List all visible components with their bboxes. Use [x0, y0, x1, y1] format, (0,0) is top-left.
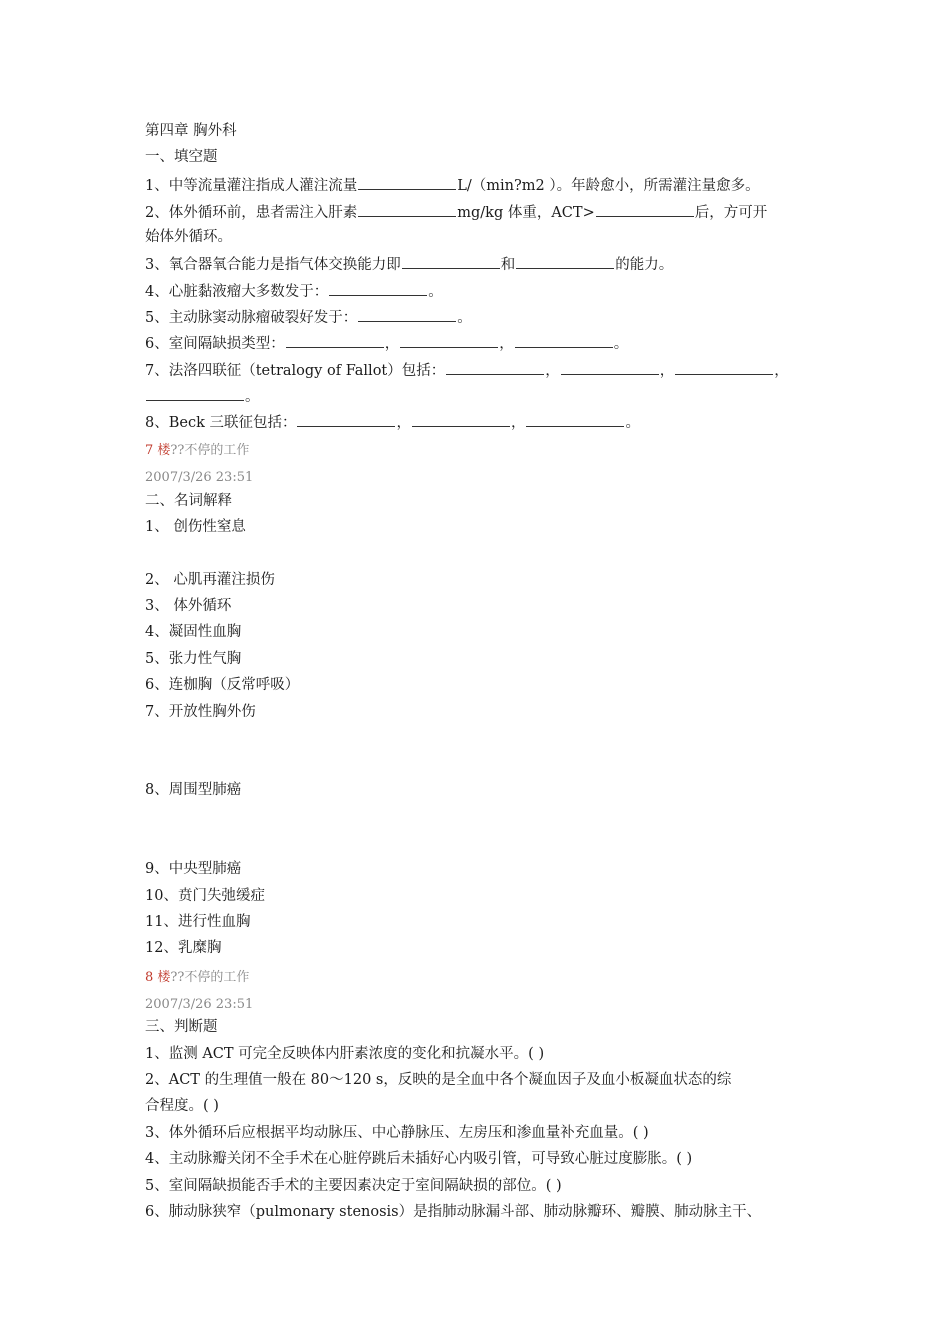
term-item: 12、乳糜胸 — [145, 940, 222, 956]
answer-blank — [402, 254, 500, 269]
q3-text-c: 的能力。 — [615, 257, 674, 273]
q8-end: 。 — [625, 415, 640, 431]
judgement-q2: 2、ACT 的生理值一般在 80～120 s，反映的是全血中各个凝血因子及血小板凝血状态的综 — [145, 1072, 732, 1088]
answer-blank — [516, 254, 614, 269]
post-author: ??不停的工作 — [170, 970, 250, 985]
section-title-judgement: 三、判断题 — [145, 1019, 218, 1035]
floor-link[interactable]: 8 楼 — [145, 970, 171, 985]
answer-blank — [286, 333, 384, 348]
q6-end: 。 — [613, 336, 629, 352]
fill-blank-q7 — [145, 360, 789, 380]
answer-blank — [358, 307, 456, 322]
separator: ， — [774, 363, 789, 379]
post-time-2: 2007/3/26 23:51 — [145, 997, 254, 1012]
term-item: 7、开放性胸外伤 — [145, 704, 256, 720]
term-item: 1、 创伤性窒息 — [145, 519, 246, 535]
judgement-q5: 5、室间隔缺损能否手术的主要因素决定于室间隔缺损的部位。( ) — [145, 1178, 562, 1194]
section-title-terms: 二、名词解释 — [145, 493, 232, 509]
term-item: 9、中央型肺癌 — [145, 861, 242, 877]
judgement-q6: 6、肺动脉狭窄（pulmonary stenosis）是指肺动脉漏斗部、肺动脉瓣环、瓣膜、肺动脉主干、 — [145, 1204, 762, 1220]
post-header-2 — [145, 970, 249, 986]
term-item: 2、 心肌再灌注损伤 — [145, 572, 275, 588]
answer-blank — [526, 412, 624, 427]
fill-blank-q2 — [145, 202, 767, 222]
term-item: 5、张力性气胸 — [145, 651, 242, 667]
term-item: 10、贲门失弛缓症 — [145, 888, 265, 904]
fill-blank-q4 — [145, 281, 443, 301]
q4-text-b: 。 — [428, 284, 443, 300]
fill-blank-q3 — [145, 254, 673, 274]
judgement-q1: 1、监测 ACT 可完全反映体内肝素浓度的变化和抗凝水平。( ) — [145, 1046, 545, 1062]
separator: ， — [659, 363, 675, 379]
chapter-title: 第四章 胸外科 — [145, 123, 237, 139]
answer-blank — [596, 202, 694, 217]
answer-blank — [515, 333, 613, 348]
answer-blank — [358, 175, 456, 190]
judgement-q3: 3、体外循环后应根据平均动脉压、中心静脉压、左房压和渗血量补充血量。( ) — [145, 1125, 649, 1141]
term-item: 3、 体外循环 — [145, 598, 232, 614]
q6-text-a: 6、室间隔缺损类型： — [145, 336, 285, 352]
separator: ， — [396, 415, 411, 431]
answer-blank — [358, 202, 456, 217]
separator: ， — [545, 363, 560, 379]
answer-blank — [297, 412, 395, 427]
fill-blank-q2-cont: 始体外循环。 — [145, 229, 232, 245]
q2-text-a: 2、体外循环前，患者需注入肝素 — [145, 205, 358, 221]
fill-blank-q8 — [145, 412, 640, 432]
q7-text-a: 7、法洛四联征（tetralogy of Fallot）包括： — [145, 363, 446, 379]
answer-blank — [400, 333, 498, 348]
term-item: 11、进行性血胸 — [145, 914, 251, 930]
post-author: ??不停的工作 — [170, 443, 250, 458]
q3-text-a: 3、氧合器氧合能力是指气体交换能力即 — [145, 257, 401, 273]
q2-text-b: mg/kg 体重，ACT> — [457, 205, 595, 221]
separator: ， — [499, 336, 514, 352]
answer-blank — [561, 360, 659, 375]
term-item: 4、凝固性血胸 — [145, 624, 242, 640]
q7-end: 。 — [245, 389, 260, 405]
term-item: 6、连枷胸（反常呼吸） — [145, 677, 300, 693]
q5-text-b: 。 — [457, 310, 472, 326]
fill-blank-q1 — [145, 175, 760, 195]
judgement-q4: 4、主动脉瓣关闭不全手术在心脏停跳后未插好心内吸引管，可导致心脏过度膨胀。( ) — [145, 1151, 693, 1167]
fill-blank-q6 — [145, 333, 628, 353]
separator: ， — [510, 415, 526, 431]
q1-text-b: L/（min?m2 ）。年龄愈小，所需灌注量愈多。 — [457, 178, 760, 194]
answer-blank — [329, 281, 427, 296]
q1-text-a: 1、中等流量灌注指成人灌注流量 — [145, 178, 358, 194]
fill-blank-q7-cont — [145, 386, 260, 406]
q5-text-a: 5、主动脉窦动脉瘤破裂好发于： — [145, 310, 358, 326]
fill-blank-q5 — [145, 307, 472, 327]
answer-blank — [446, 360, 544, 375]
q2-text-c: 后，方可开 — [694, 205, 768, 221]
floor-link[interactable]: 7 楼 — [145, 443, 171, 458]
separator: ， — [384, 336, 400, 352]
q3-text-b: 和 — [500, 257, 516, 273]
post-time-1: 2007/3/26 23:51 — [145, 470, 254, 485]
term-item: 8、周围型肺癌 — [145, 782, 242, 798]
q8-text-a: 8、Beck 三联征包括： — [145, 415, 297, 431]
answer-blank — [675, 360, 773, 375]
judgement-q2-cont: 合程度。( ) — [145, 1098, 219, 1114]
section-title-fill-blank: 一、填空题 — [145, 149, 218, 165]
answer-blank — [412, 412, 510, 427]
post-header-1 — [145, 443, 249, 459]
q4-text-a: 4、心脏黏液瘤大多数发于： — [145, 284, 329, 300]
answer-blank — [146, 386, 244, 401]
